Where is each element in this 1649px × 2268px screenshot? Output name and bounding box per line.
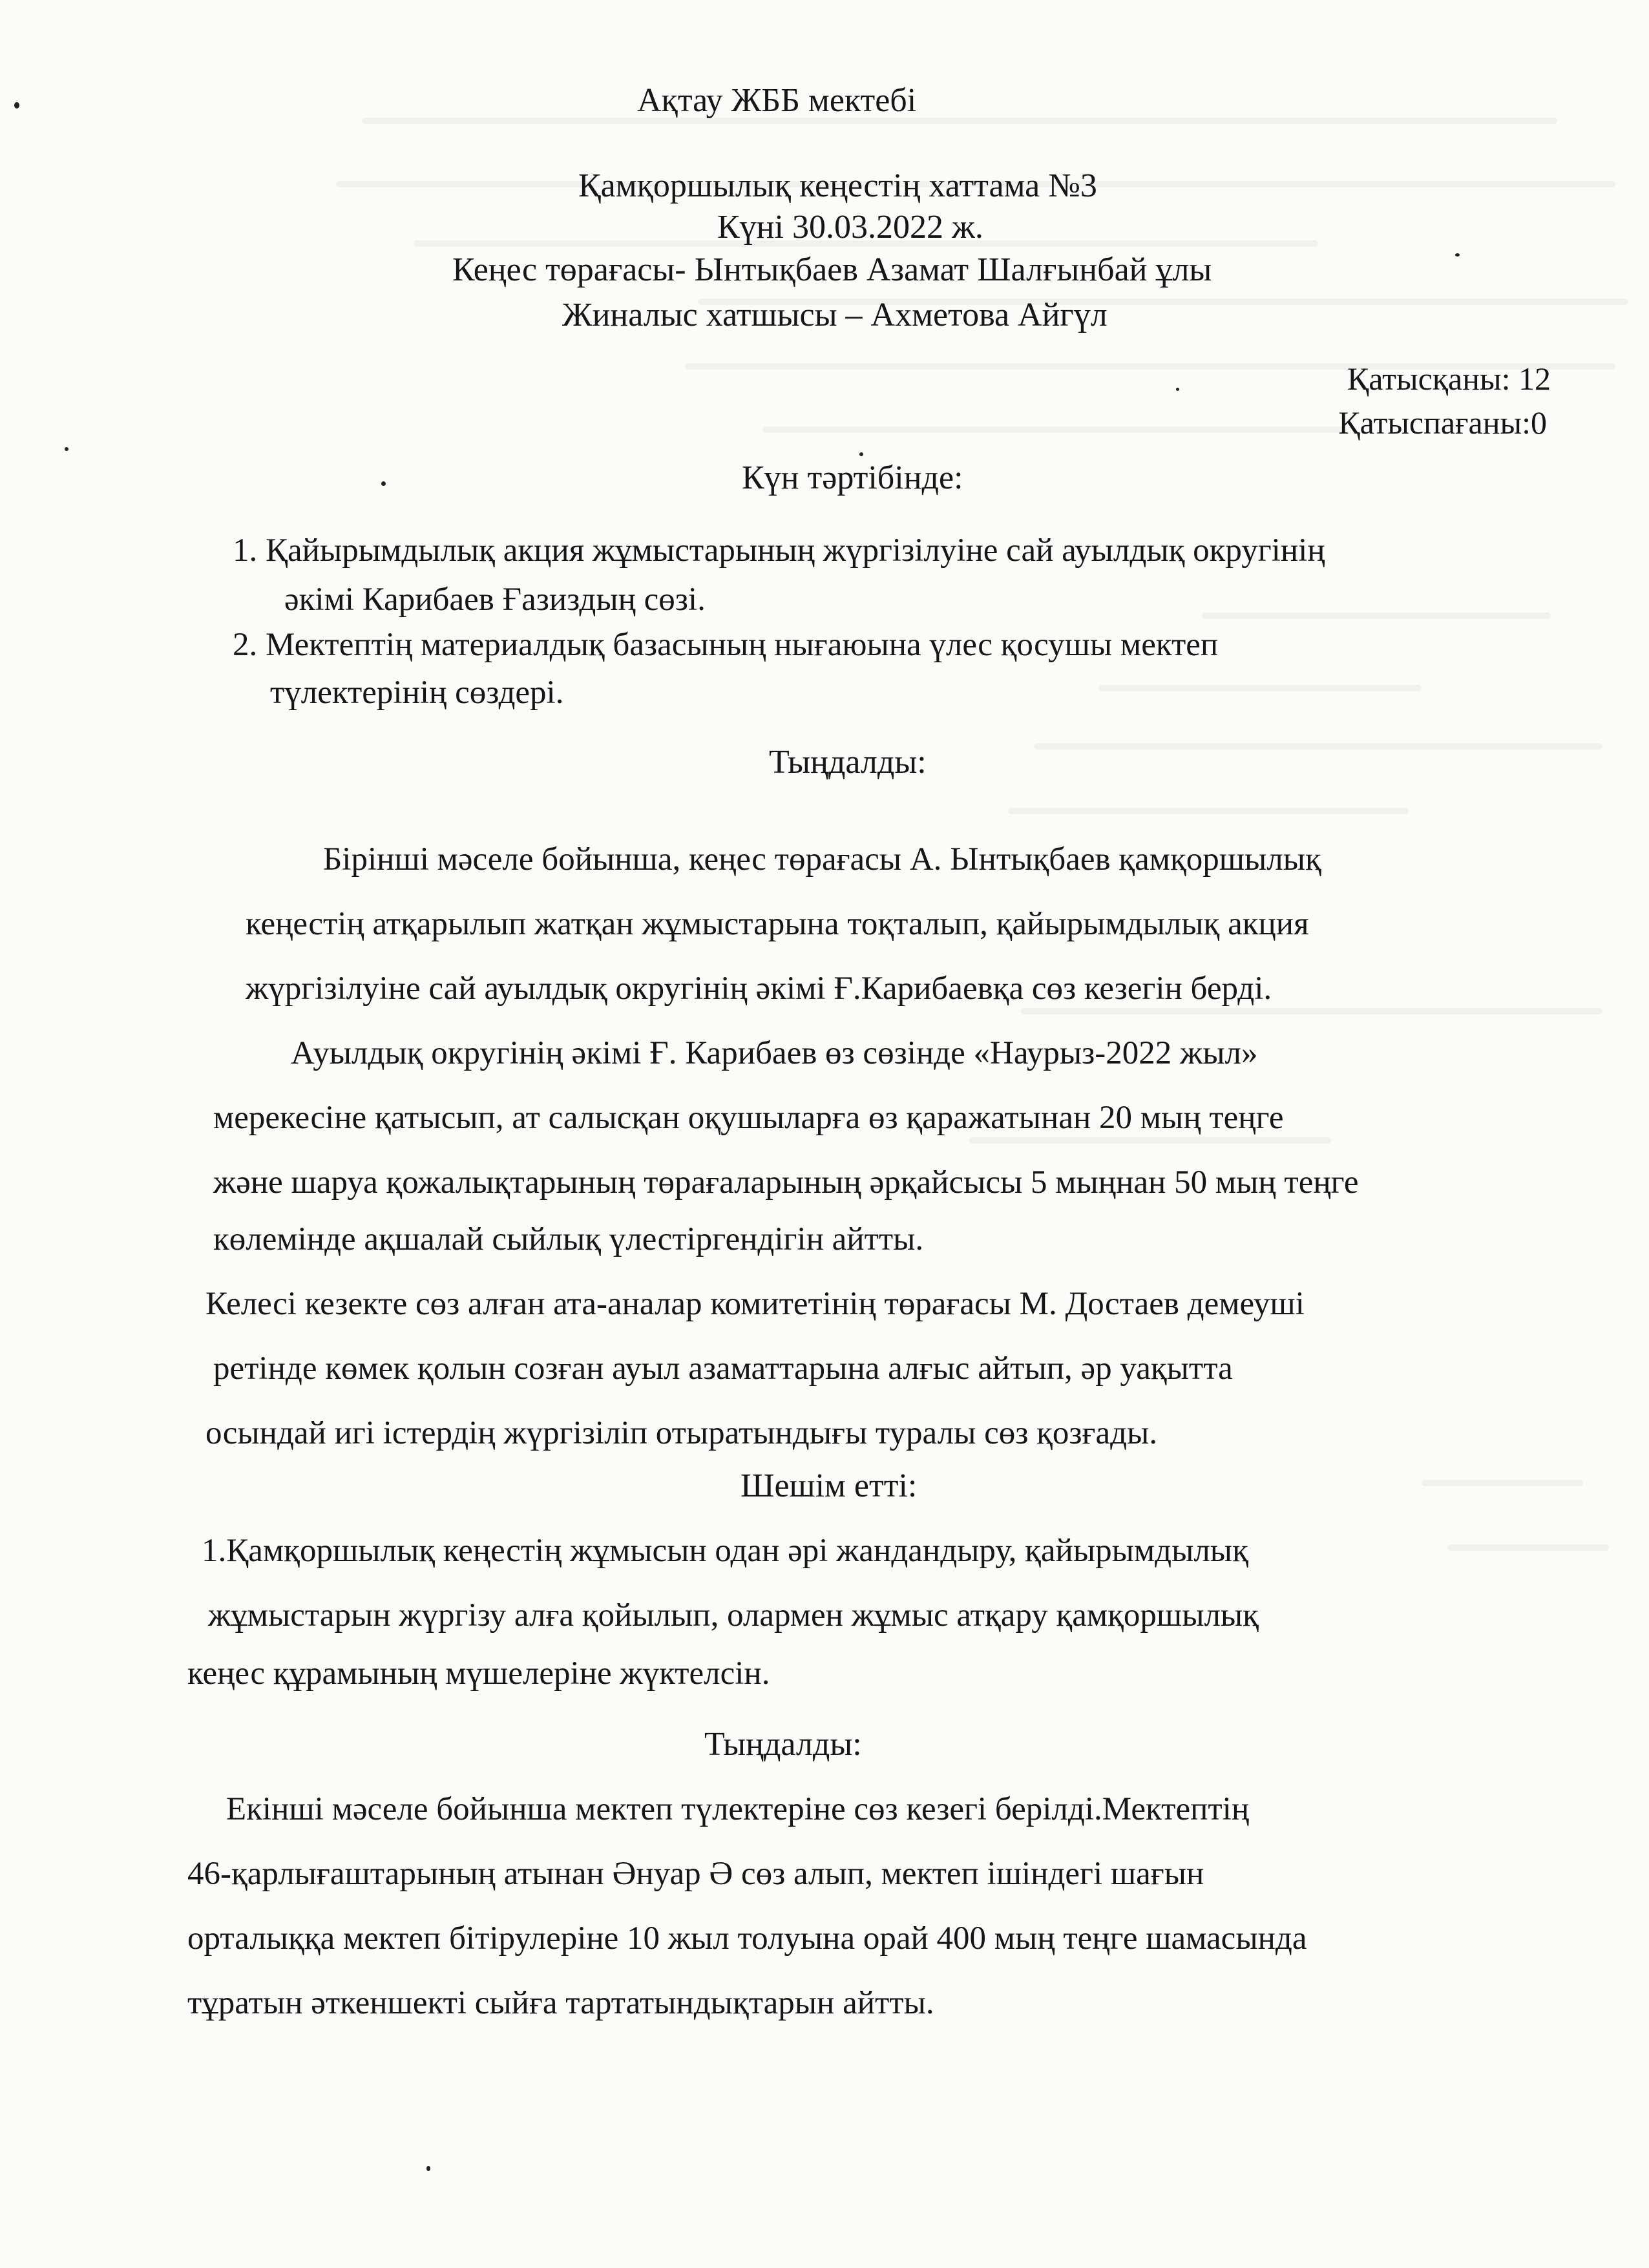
bleed-through-line <box>1008 808 1409 814</box>
decision-line: 1.Қамқоршылық кеңестің жұмысын одан әрі жандандыру, қайырымдылық <box>202 1533 1248 1569</box>
scan-speck <box>65 447 68 451</box>
paragraph-line: және шаруа қожалықтарының төрағаларының әрқайсысы 5 мыңнан 50 мың теңге <box>213 1164 1359 1201</box>
paragraph-line: 46-қарлығаштарының атынан Әнуар Ә сөз алып, мектеп ішіндегі шағын <box>187 1856 1204 1892</box>
bleed-through-line <box>1422 1480 1583 1486</box>
paragraph-line: орталыққа мектеп бітірулеріне 10 жыл толуына орай 400 мың теңге шамасында <box>187 1920 1307 1957</box>
protocol-date: Күні 30.03.2022 ж. <box>717 209 983 246</box>
bleed-through-line <box>762 426 1344 433</box>
heard-heading: Тыңдалды: <box>769 744 927 781</box>
decision-line: жұмыстарын жүргізу алға қойылып, олармен жұмыс атқару қамқоршылық <box>208 1597 1259 1633</box>
paragraph-line: жүргізілуіне сай ауылдық округінің әкімі Ғ.Карибаевқа сөз кезегін берді. <box>246 971 1272 1007</box>
scan-speck <box>14 102 19 109</box>
paragraph-line: Екінші мәселе бойынша мектеп түлектеріне сөз кезегі берілді.Мектептің <box>226 1791 1250 1827</box>
attendance-absent: Қатыспағаны:0 <box>1338 404 1547 441</box>
paragraph-line: ретінде көмек қолын созған ауыл азаматтарына алғыс айтып, әр уақытта <box>213 1350 1233 1387</box>
paragraph-line: Ауылдық округінің әкімі Ғ. Карибаев өз сөзінде «Наурыз-2022 жыл» <box>291 1035 1258 1071</box>
bleed-through-line <box>1447 1544 1609 1551</box>
attendance-present: Қатысқаны: 12 <box>1347 361 1551 397</box>
bleed-through-line <box>362 118 1557 124</box>
heard-heading-2: Тыңдалды: <box>704 1726 862 1763</box>
council-chair: Кеңес төрағасы- Ынтықбаев Азамат Шалғынбай ұлы <box>452 251 1212 288</box>
scan-speck <box>381 481 386 486</box>
bleed-through-line <box>1098 685 1422 691</box>
paragraph-line: осындай игі істердің жүргізіліп отыратындығы туралы сөз қозғады. <box>205 1415 1158 1451</box>
decision-heading: Шешім етті: <box>740 1467 918 1504</box>
bleed-through-line <box>969 1137 1331 1144</box>
paragraph-line: көлемінде ақшалай сыйлық үлестіргендігін айтты. <box>213 1221 924 1257</box>
protocol-title: Қамқоршылық кеңестің хаттама №3 <box>578 167 1097 204</box>
scan-speck <box>1455 253 1460 257</box>
scan-speck <box>426 2166 430 2171</box>
meeting-secretary: Жиналыс хатшысы – Ахметова Айгүл <box>562 297 1108 333</box>
paragraph-line: кеңестің атқарылып жатқан жұмыстарына тоқталып, қайырымдылық акция <box>246 906 1309 942</box>
paragraph-line: Бірінші мәселе бойынша, кеңес төрағасы А. Ынтықбаев қамқоршылық <box>323 841 1321 877</box>
paragraph-line: Келесі кезекте сөз алған ата-аналар комитетінің төрағасы М. Достаев демеуші <box>205 1286 1305 1322</box>
agenda-heading: Күн тәртібінде: <box>742 459 963 496</box>
agenda-item-1-cont: әкімі Карибаев Ғазиздың сөзі. <box>284 582 706 618</box>
decision-line: кеңес құрамының мүшелеріне жүктелсін. <box>187 1655 770 1692</box>
bleed-through-line <box>1021 1008 1602 1014</box>
scan-speck <box>859 452 863 456</box>
bleed-through-line <box>1202 613 1551 619</box>
agenda-item-2-cont: түлектерінің сөздері. <box>270 675 564 711</box>
school-name: Ақтау ЖББ мектебі <box>637 82 917 119</box>
bleed-through-line <box>1034 743 1602 750</box>
agenda-item-2: 2. Мектептің материалдық базасының нығаюына үлес қосушы мектеп <box>233 627 1219 663</box>
paragraph-line: мерекесіне қатысып, ат салысқан оқушыларға өз қаражатынан 20 мың теңге <box>213 1100 1284 1136</box>
scan-speck <box>1176 388 1179 391</box>
paragraph-line: тұратын әткеншекті сыйға тартатындықтарын айтты. <box>187 1985 934 2021</box>
agenda-item-1: 1. Қайырымдылық акция жұмыстарының жүргізілуіне сай ауылдық округінің <box>233 532 1325 569</box>
